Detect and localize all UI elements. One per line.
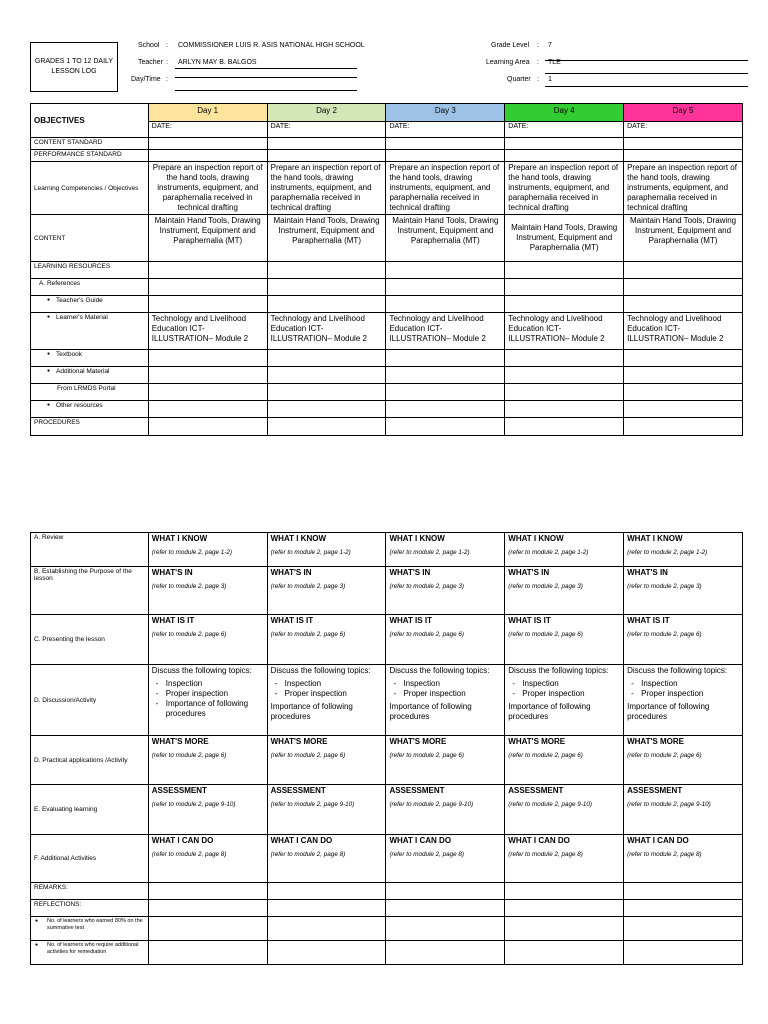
- present-day4: WHAT IS IT (refer to module 2, page 6): [505, 615, 624, 665]
- quarter-value: 1: [548, 76, 552, 83]
- additional-material-label: ● Additional Material: [31, 367, 149, 384]
- discussion-day3: Discuss the following topics: - Inspection - Proper inspection Importance of following procedures: [386, 665, 505, 736]
- colon: :: [537, 76, 539, 83]
- additional-day4: WHAT I CAN DO (refer to module 2, page 8): [505, 835, 624, 883]
- learning-resources-label: LEARNING RESOURCES: [31, 262, 149, 279]
- day5-header: Day 5: [624, 104, 743, 122]
- practical-day5: WHAT'S MORE (refer to module 2, page 6): [624, 736, 743, 785]
- present-day1: WHAT IS IT (refer to module 2, page 6): [148, 615, 267, 665]
- additional-day1: WHAT I CAN DO (refer to module 2, page 8): [148, 835, 267, 883]
- day2-header: Day 2: [267, 104, 386, 122]
- learning-area-value: TLE: [548, 59, 561, 66]
- school-value: COMMISSIONER LUIS R. ASIS NATIONAL HIGH SCHOOL: [178, 42, 365, 49]
- learners-material-day5: Technology and Livelihood Education ICT-ILLUSTRATION– Module 2: [624, 313, 743, 350]
- date-cell: DATE:: [386, 122, 505, 138]
- learners-material-day4: Technology and Livelihood Education ICT-ILLUSTRATION– Module 2: [505, 313, 624, 350]
- references-label: A. References: [31, 279, 149, 296]
- practical-day1: WHAT'S MORE (refer to module 2, page 6): [148, 736, 267, 785]
- learners-material-day1: Technology and Livelihood Education ICT-ILLUSTRATION– Module 2: [148, 313, 267, 350]
- competency-day1: Prepare an inspection report of the hand tools, drawing instruments, equipment, and paraphernalia received in technical drafting: [148, 162, 267, 215]
- textbook-label: ● Textbook: [31, 350, 149, 367]
- review-day3: WHAT I KNOW (refer to module 2, page 1-2): [386, 533, 505, 567]
- lesson-log-title: GRADES 1 TO 12 DAILY LESSON LOG: [30, 42, 118, 92]
- purpose-label: B. Establishing the Purpose of the lesson: [31, 567, 149, 615]
- discussion-day5: Discuss the following topics: - Inspection - Proper inspection Importance of following procedures: [624, 665, 743, 736]
- learners-material-label: ● Learner's Material: [31, 313, 149, 350]
- date-cell: DATE:: [505, 122, 624, 138]
- colon: :: [537, 42, 539, 49]
- evaluating-day1: ASSESSMENT (refer to module 2, page 9-10): [148, 785, 267, 835]
- review-label: A. Review: [31, 533, 149, 567]
- evaluating-day4: ASSESSMENT (refer to module 2, page 9-10): [505, 785, 624, 835]
- evaluating-day3: ASSESSMENT (refer to module 2, page 9-10): [386, 785, 505, 835]
- colon: :: [537, 59, 539, 66]
- presenting-label: C. Presenting the lesson: [31, 615, 149, 665]
- discussion-day4: Discuss the following topics: - Inspection - Proper inspection Importance of following procedures: [505, 665, 624, 736]
- procedures-label: PROCEDURES: [31, 418, 149, 436]
- learning-area-label: Learning Area: [486, 59, 530, 66]
- competency-day5: Prepare an inspection report of the hand tools, drawing instruments, equipment, and paraphernalia received in technical drafting: [624, 162, 743, 215]
- practical-day3: WHAT'S MORE (refer to module 2, page 6): [386, 736, 505, 785]
- school-label: School: [138, 42, 160, 49]
- content-day3: Maintain Hand Tools, Drawing Instrument, Equipment and Paraphernalia (MT): [386, 215, 505, 262]
- date-cell: DATE:: [624, 122, 743, 138]
- competencies-label: Learning Competencies / Objectives: [31, 162, 149, 215]
- additional-day3: WHAT I CAN DO (refer to module 2, page 8): [386, 835, 505, 883]
- content-day4: Maintain Hand Tools, Drawing Instrument, Equipment and Paraphernalia (MT): [505, 215, 624, 262]
- learners-material-day3: Technology and Livelihood Education ICT-ILLUSTRATION– Module 2: [386, 313, 505, 350]
- discussion-label: D. Discussion/Activity: [31, 665, 149, 736]
- discussion-day2: Discuss the following topics: - Inspection - Proper inspection Importance of following procedures: [267, 665, 386, 736]
- colon: :: [166, 76, 168, 83]
- purpose-day5: WHAT'S IN (refer to module 2, page 3): [624, 567, 743, 615]
- practical-day4: WHAT'S MORE (refer to module 2, page 6): [505, 736, 624, 785]
- daytime-underline-1: [175, 77, 357, 78]
- review-day5: WHAT I KNOW (refer to module 2, page 1-2): [624, 533, 743, 567]
- area-underline-2: [545, 73, 748, 74]
- colon: :: [166, 42, 168, 49]
- additional-day2: WHAT I CAN DO (refer to module 2, page 8): [267, 835, 386, 883]
- competency-day4: Prepare an inspection report of the hand tools, drawing instruments, equipment, and paraphernalia received in technical drafting: [505, 162, 624, 215]
- day3-header: Day 3: [386, 104, 505, 122]
- daytime-label: Day/Time: [131, 76, 161, 83]
- teachers-guide-label: ● Teacher's Guide: [31, 296, 149, 313]
- additional-day5: WHAT I CAN DO (refer to module 2, page 8): [624, 835, 743, 883]
- review-day4: WHAT I KNOW (refer to module 2, page 1-2): [505, 533, 624, 567]
- competency-day3: Prepare an inspection report of the hand tools, drawing instruments, equipment, and paraphernalia received in technical drafting: [386, 162, 505, 215]
- content-day1: Maintain Hand Tools, Drawing Instrument, Equipment and Paraphernalia (MT): [148, 215, 267, 262]
- purpose-day4: WHAT'S IN (refer to module 2, page 3): [505, 567, 624, 615]
- present-day3: WHAT IS IT (refer to module 2, page 6): [386, 615, 505, 665]
- daytime-underline-2: [175, 90, 357, 91]
- date-cell: DATE:: [267, 122, 386, 138]
- purpose-day3: WHAT'S IN (refer to module 2, page 3): [386, 567, 505, 615]
- procedures-table: [30, 532, 743, 965]
- date-cell: DATE:: [148, 122, 267, 138]
- purpose-day2: WHAT'S IN (refer to module 2, page 3): [267, 567, 386, 615]
- objectives-table: [30, 103, 743, 436]
- objectives-header: OBJECTIVES: [31, 104, 149, 138]
- content-standard-label: CONTENT STANDARD: [31, 138, 149, 150]
- evaluating-label: E. Evaluating learning: [31, 785, 149, 835]
- day1-header: Day 1: [148, 104, 267, 122]
- purpose-day1: WHAT'S IN (refer to module 2, page 3): [148, 567, 267, 615]
- review-day2: WHAT I KNOW (refer to module 2, page 1-2): [267, 533, 386, 567]
- discussion-day1: Discuss the following topics: - Inspection - Proper inspection - Importance of following procedures: [148, 665, 267, 736]
- quarter-underline: [545, 86, 748, 87]
- remarks-label: REMARKS:: [31, 883, 149, 900]
- present-day2: WHAT IS IT (refer to module 2, page 6): [267, 615, 386, 665]
- practical-day2: WHAT'S MORE (refer to module 2, page 6): [267, 736, 386, 785]
- grade-level-value: 7: [548, 42, 552, 49]
- content-label: CONTENT: [31, 215, 149, 262]
- evaluating-day2: ASSESSMENT (refer to module 2, page 9-10): [267, 785, 386, 835]
- teacher-value: ARLYN MAY B. BALGOS: [178, 59, 257, 66]
- competency-day2: Prepare an inspection report of the hand tools, drawing instruments, equipment, and paraphernalia received in technical drafting: [267, 162, 386, 215]
- colon: :: [166, 59, 168, 66]
- performance-standard-label: PERFORMANCE STANDARD: [31, 150, 149, 162]
- review-day1: WHAT I KNOW (refer to module 2, page 1-2): [148, 533, 267, 567]
- reflection-b-label: ● No. of learners who require additional activities for remediation: [31, 941, 149, 965]
- other-resources-label: ● Other resources: [31, 401, 149, 418]
- reflections-label: REFLECTIONS:: [31, 900, 149, 917]
- content-day2: Maintain Hand Tools, Drawing Instrument, Equipment and Paraphernalia (MT): [267, 215, 386, 262]
- additional-activities-label: F. Additional Activities: [31, 835, 149, 883]
- content-day5: Maintain Hand Tools, Drawing Instrument, Equipment and Paraphernalia (MT): [624, 215, 743, 262]
- present-day5: WHAT IS IT (refer to module 2, page 6): [624, 615, 743, 665]
- learners-material-day2: Technology and Livelihood Education ICT-ILLUSTRATION– Module 2: [267, 313, 386, 350]
- evaluating-day5: ASSESSMENT (refer to module 2, page 9-10): [624, 785, 743, 835]
- lrmds-portal-label: From LRMDS Portal: [31, 384, 149, 401]
- area-underline-1: [545, 60, 748, 61]
- grade-level-label: Grade Level: [491, 42, 530, 49]
- teacher-underline: [175, 68, 357, 69]
- day4-header: Day 4: [505, 104, 624, 122]
- quarter-label: Quarter: [507, 76, 531, 83]
- practical-label: D. Practical applications /Activity: [31, 736, 149, 785]
- reflection-a-label: ● No. of learners who earned 80% on the summative test: [31, 917, 149, 941]
- teacher-label: Teacher: [138, 59, 163, 66]
